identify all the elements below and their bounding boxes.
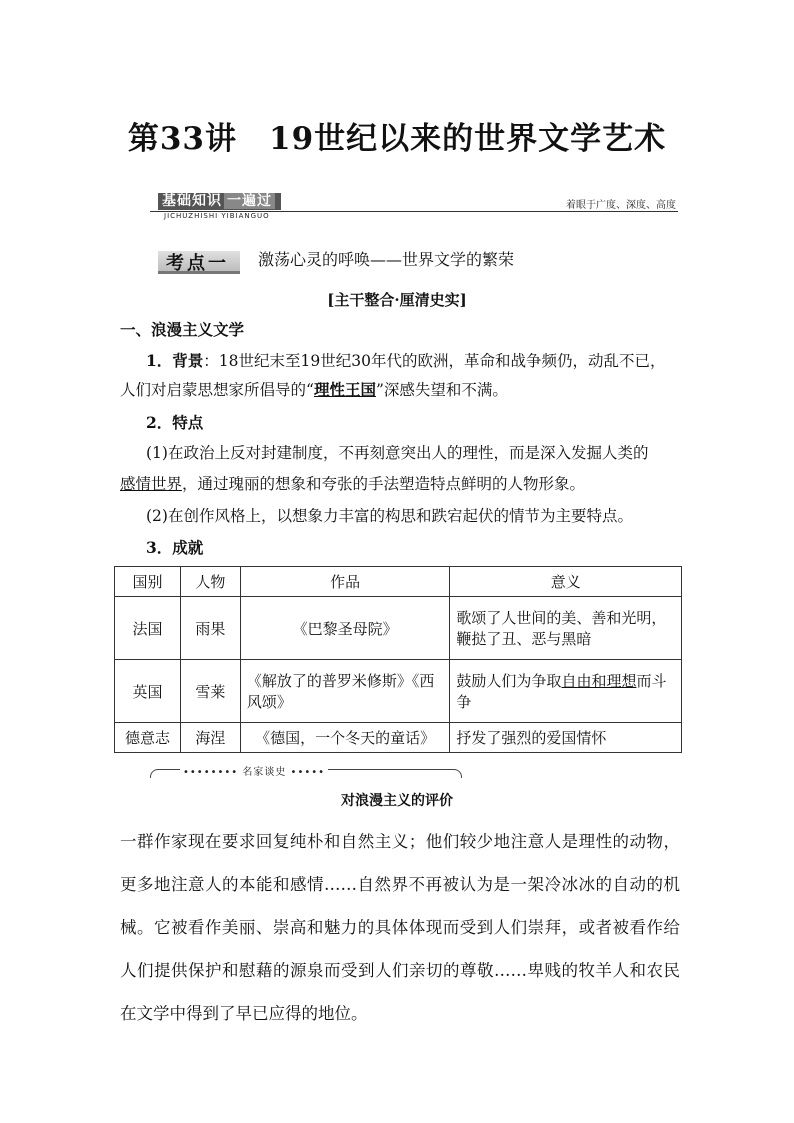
section-heading: 一、浪漫主义文学 [120, 320, 245, 339]
feature-1-line-2 [120, 474, 585, 494]
emotion-world: 感情世界 [120, 475, 183, 493]
cell-work: 《德国，一个冬天的童话》 [240, 723, 450, 753]
evaluation-title: 对浪漫主义的评价 [341, 793, 453, 809]
note-label-text: 名家谈史 [242, 767, 287, 778]
feature-1-line-1: (1)在政治上反对封建制度，不再刻意突出人的理性，而是深入发掘人类的 [146, 444, 649, 462]
meaning-text: 抒发了强烈的爱国情怀 [456, 729, 607, 747]
banner-label [158, 193, 281, 210]
banner-label-text: 基础知识 [162, 193, 222, 209]
cell-person: 海涅 [180, 723, 240, 753]
cell-meaning [450, 597, 682, 660]
cell-country: 法国 [115, 597, 181, 660]
background-label: 1．背景 [146, 351, 204, 370]
header-person: 人物 [180, 567, 240, 597]
banner-right-text: 着眼于广度、深度、高度 [566, 200, 676, 211]
point-tag-text: 考点一 [166, 253, 229, 274]
rational-kingdom: 理性王国 [313, 380, 376, 399]
point-tag [158, 249, 242, 273]
cell-country: 德意志 [115, 723, 181, 753]
meaning-tail: 而斗争 [456, 672, 667, 711]
section-banner [150, 193, 678, 219]
background-text-2a: 人们对启蒙思想家所倡导的“ [120, 381, 314, 399]
cell-person: 雨果 [180, 597, 240, 660]
table-row [115, 660, 682, 723]
cell-work: 《巴黎圣母院》 [240, 597, 450, 660]
point-title: 激荡心灵的呼唤——世界文学的繁荣 [258, 250, 515, 269]
header-meaning: 意义 [450, 567, 682, 597]
page-title: 第33讲 19世纪以来的世界文学艺术 [127, 121, 667, 157]
header-work: 作品 [240, 567, 450, 597]
banner-highlight: 一遍过 [224, 193, 275, 209]
feature-2: (2)在创作风格上，以想象力丰富的构思和跌宕起伏的情节为主要特点。 [146, 507, 633, 525]
banner-pinyin: JICHUZHISHI YIBIANGUO [164, 212, 270, 220]
background-line-1 [146, 351, 665, 371]
achievements-table [114, 566, 682, 753]
cell-meaning [450, 723, 682, 753]
table-row [115, 723, 682, 753]
header-country: 国别 [115, 567, 181, 597]
note-header [150, 763, 462, 779]
meaning-underlined: 自由和理想 [561, 672, 637, 690]
cell-person: 雪莱 [180, 660, 240, 723]
meaning-text: 歌颂了人世间的美、善和光明，鞭挞了丑、恶与黑暗 [456, 609, 667, 648]
meaning-text: 鼓励人们为争取 [456, 672, 562, 690]
note-label: •••••••• 名家谈史 ••••• [180, 763, 328, 778]
background-text-2b: ”深感失望和不满。 [375, 381, 508, 399]
background-text: ：18世纪末至19世纪30年代的欧洲，革命和战争频仍，动乱不已， [203, 352, 666, 370]
table-header-row [115, 567, 682, 597]
evaluation-paragraph: 一群作家现在要求回复纯朴和自然主义；他们较少地注意人是理性的动物，更多地注意人的本能和感情……自然界不再被认为是一架冷冰冰的自动的机械。它被看作美丽、崇高和魅力的具体体现而受到人们崇拜，或者被看作给人们提供保护和慰藉的源泉而受到人们亲切的尊敬……卑贱的牧羊人和农民在文学中得到了早已应得的地位。 [120, 832, 680, 1023]
features-heading: 2．特点 [146, 413, 204, 432]
table-row [115, 597, 682, 660]
achievements-heading: 3．成就 [146, 538, 204, 557]
background-line-2 [120, 380, 508, 400]
cell-meaning [450, 660, 682, 723]
subheading: [主干整合·厘清史实] [327, 291, 467, 309]
cell-country: 英国 [115, 660, 181, 723]
cell-work: 《解放了的普罗米修斯》《西风颂》 [240, 660, 450, 723]
feature-1-text-2: ，通过瑰丽的想象和夸张的手法塑造特点鲜明的人物形象。 [182, 475, 586, 493]
